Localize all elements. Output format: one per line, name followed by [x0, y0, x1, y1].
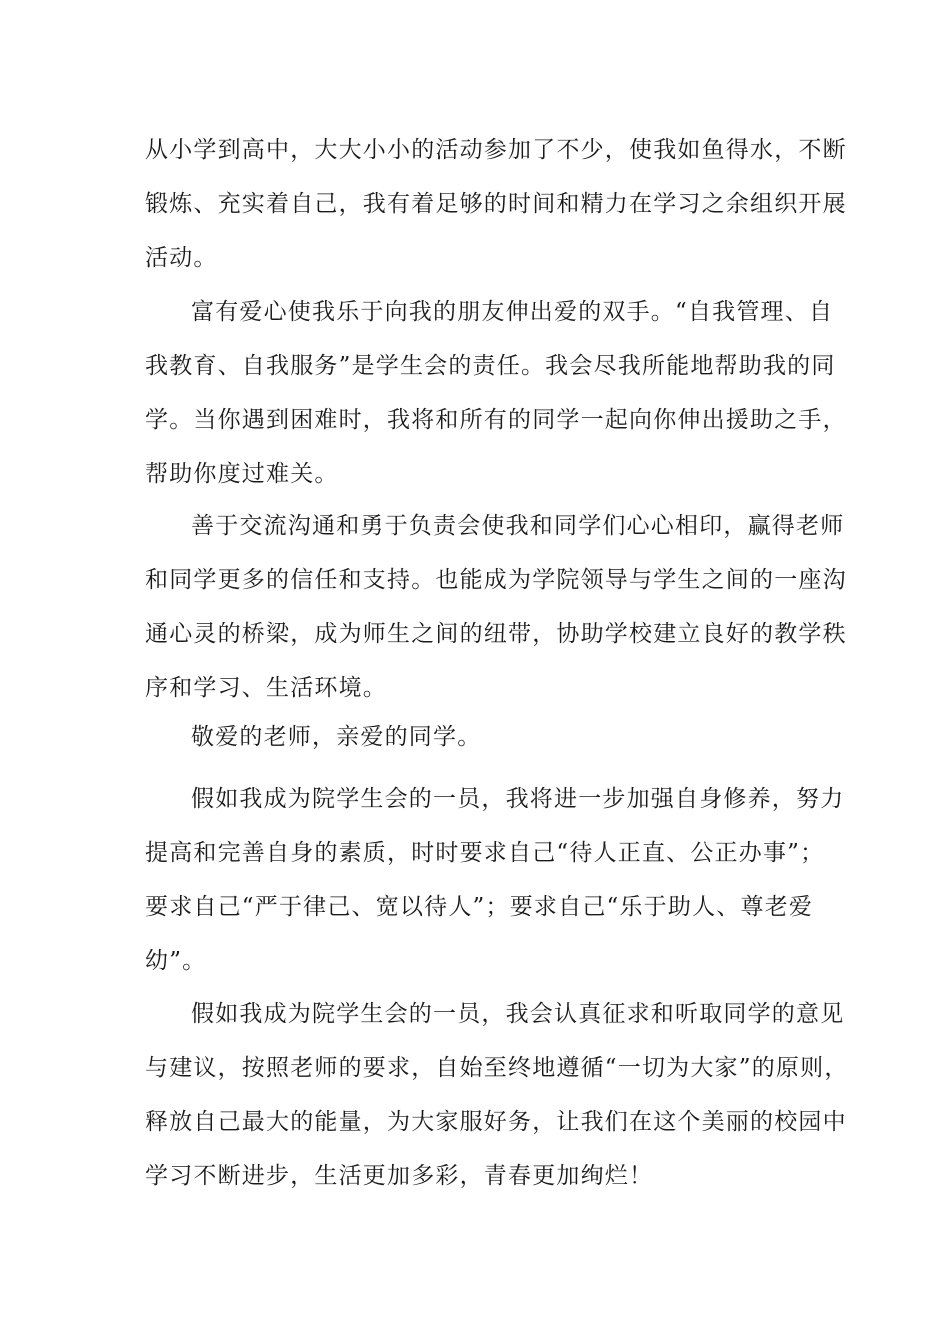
paragraph-line: 假如我成为院学生会的一员，我将进一步加强自身修养，努力	[191, 786, 845, 812]
paragraph-2	[145, 285, 847, 501]
paragraph-line: 提高和完善自身的素质，时时要求自己“待人正直、公正办事”；	[145, 840, 825, 866]
paragraph-line: 善于交流沟通和勇于负责会使我和同学们心心相印，赢得老师	[191, 513, 845, 539]
paragraph-line: 从小学到高中，大大小小的活动参加了不少，使我如鱼得水，不断	[145, 137, 847, 163]
paragraph-line: 我教育、自我服务”是学生会的责任。我会尽我所能地帮助我的同	[145, 353, 836, 379]
paragraph-4	[145, 710, 810, 764]
paragraph-line: 和同学更多的信任和支持。也能成为学院领导与学生之间的一座沟	[145, 567, 847, 593]
paragraph-line: 锻炼、充实着自己，我有着足够的时间和精力在学习之余组织开展	[145, 191, 847, 217]
paragraph-line: 假如我成为院学生会的一员，我会认真征求和听取同学的意见	[191, 1001, 845, 1027]
paragraph-line: 通心灵的桥梁，成为师生之间的纽带，协助学校建立良好的教学秩	[145, 621, 847, 647]
paragraph-line: 活动。	[145, 245, 218, 271]
paragraph-line: 帮助你度过难关。	[145, 461, 339, 487]
paragraph-line: 幼”。	[145, 948, 207, 974]
paragraph-line: 富有爱心使我乐于向我的朋友伸出爱的双手。“自我管理、自	[191, 299, 834, 325]
paragraph-5	[145, 772, 845, 988]
paragraph-line: 敬爱的老师，亲爱的同学。	[191, 724, 482, 750]
paragraph-line: 要求自己“严于律己、宽以待人”；要求自己“乐于助人、尊老爱	[145, 894, 814, 920]
paragraph-line: 释放自己最大的能量，为大家服好务，让我们在这个美丽的校园中	[145, 1109, 847, 1135]
paragraph-1	[145, 123, 847, 285]
paragraph-3	[145, 499, 847, 715]
paragraph-line: 序和学习、生活环境。	[145, 675, 387, 701]
paragraph-line: 学。当你遇到困难时，我将和所有的同学一起向你伸出援助之手，	[145, 407, 847, 433]
paragraph-line: 与建议，按照老师的要求，自始至终地遵循“一切为大家”的原则，	[145, 1055, 849, 1081]
paragraph-6	[145, 987, 849, 1203]
paragraph-line: 学习不断进步，生活更加多彩，青春更加绚烂！	[145, 1163, 654, 1189]
